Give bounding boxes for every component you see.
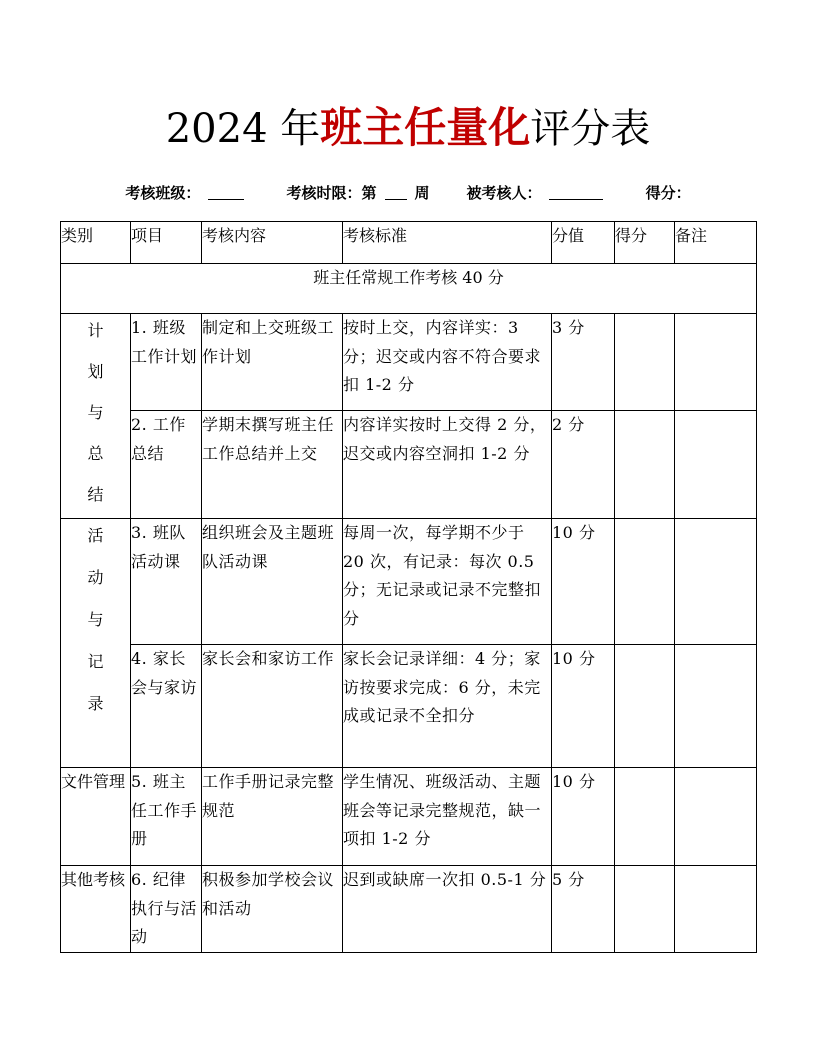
title-highlight: 班主任量化 bbox=[320, 103, 531, 152]
examinee-blank[interactable] bbox=[549, 185, 603, 200]
category-cell: 其他考核 bbox=[61, 866, 131, 953]
category-char: 活 bbox=[87, 526, 104, 545]
title-suffix: 评分表 bbox=[530, 106, 651, 152]
value-cell: 10 分 bbox=[552, 645, 615, 768]
table-row bbox=[61, 519, 757, 645]
header-score: 得分 bbox=[615, 222, 675, 264]
item-cell: 3. 班队活动课 bbox=[131, 519, 202, 645]
score-field bbox=[642, 184, 695, 202]
table-row bbox=[61, 314, 757, 411]
value-cell: 2 分 bbox=[552, 411, 615, 519]
class-label: 考核班级： bbox=[125, 184, 201, 202]
standard-cell: 按时上交，内容详实：3 分；迟交或内容不符合要求扣 1-2 分 bbox=[343, 314, 552, 411]
category-char: 记 bbox=[87, 652, 104, 671]
score-cell[interactable] bbox=[615, 768, 675, 866]
content-cell: 制定和上交班级工作计划 bbox=[202, 314, 343, 411]
category-cell bbox=[61, 314, 131, 519]
table-row bbox=[61, 411, 757, 519]
page-title bbox=[0, 100, 816, 157]
period-field bbox=[283, 184, 434, 202]
table-row bbox=[61, 645, 757, 768]
header-category: 类别 bbox=[61, 222, 131, 264]
value-cell: 10 分 bbox=[552, 519, 615, 645]
standard-cell: 学生情况、班级活动、主题班会等记录完整规范，缺一项扣 1-2 分 bbox=[343, 768, 552, 866]
content-cell: 组织班会及主题班队活动课 bbox=[202, 519, 343, 645]
period-unit: 周 bbox=[414, 184, 430, 202]
header-content: 考核内容 bbox=[202, 222, 343, 264]
item-cell: 5. 班主任工作手册 bbox=[131, 768, 202, 866]
content-cell: 积极参加学校会议和活动 bbox=[202, 866, 343, 953]
content-cell: 工作手册记录完整规范 bbox=[202, 768, 343, 866]
item-cell: 2. 工作总结 bbox=[131, 411, 202, 519]
remark-cell[interactable] bbox=[675, 411, 757, 519]
remark-cell[interactable] bbox=[675, 645, 757, 768]
examinee-field bbox=[462, 184, 607, 202]
category-char: 结 bbox=[87, 485, 104, 504]
category-char: 与 bbox=[87, 403, 104, 422]
category-char: 划 bbox=[87, 362, 104, 381]
class-field bbox=[121, 184, 248, 202]
remark-cell[interactable] bbox=[675, 768, 757, 866]
evaluation-table bbox=[60, 221, 757, 953]
header-remark: 备注 bbox=[675, 222, 757, 264]
score-cell[interactable] bbox=[615, 866, 675, 953]
category-char: 计 bbox=[87, 321, 104, 340]
content-cell: 家长会和家访工作 bbox=[202, 645, 343, 768]
standard-cell: 迟到或缺席一次扣 0.5-1 分 bbox=[343, 866, 552, 953]
header-item: 项目 bbox=[131, 222, 202, 264]
period-blank[interactable] bbox=[385, 185, 407, 200]
period-label: 考核时限：第 bbox=[286, 184, 377, 202]
item-cell: 6. 纪律执行与活动 bbox=[131, 866, 202, 953]
table-row bbox=[61, 866, 757, 953]
examinee-label: 被考核人： bbox=[466, 184, 542, 202]
standard-cell: 家长会记录详细：4 分；家访按要求完成：6 分，未完成或记录不全扣分 bbox=[343, 645, 552, 768]
header-value: 分值 bbox=[552, 222, 615, 264]
standard-cell: 内容详实按时上交得 2 分，迟交或内容空洞扣 1-2 分 bbox=[343, 411, 552, 519]
category-char: 总 bbox=[87, 444, 104, 463]
title-prefix: 2024 年 bbox=[165, 106, 321, 152]
remark-cell[interactable] bbox=[675, 519, 757, 645]
score-label: 得分： bbox=[645, 184, 691, 202]
header-standard: 考核标准 bbox=[343, 222, 552, 264]
score-cell[interactable] bbox=[615, 314, 675, 411]
category-char: 录 bbox=[87, 694, 104, 713]
item-cell: 1. 班级工作计划 bbox=[131, 314, 202, 411]
category-char: 动 bbox=[87, 568, 104, 587]
score-cell[interactable] bbox=[615, 645, 675, 768]
form-meta-line bbox=[0, 182, 816, 203]
standard-cell: 每周一次，每学期不少于 20 次，有记录：每次 0.5 分；无记录或记录不完整扣分 bbox=[343, 519, 552, 645]
content-cell: 学期末撰写班主任工作总结并上交 bbox=[202, 411, 343, 519]
class-blank[interactable] bbox=[208, 185, 244, 200]
value-cell: 5 分 bbox=[552, 866, 615, 953]
section-row bbox=[61, 264, 757, 314]
value-cell: 3 分 bbox=[552, 314, 615, 411]
category-cell bbox=[61, 519, 131, 768]
remark-cell[interactable] bbox=[675, 866, 757, 953]
table-row bbox=[61, 768, 757, 866]
score-cell[interactable] bbox=[615, 411, 675, 519]
value-cell: 10 分 bbox=[552, 768, 615, 866]
item-cell: 4. 家长会与家访 bbox=[131, 645, 202, 768]
category-char: 与 bbox=[87, 610, 104, 629]
section-title: 班主任常规工作考核 40 分 bbox=[61, 264, 757, 314]
score-cell[interactable] bbox=[615, 519, 675, 645]
remark-cell[interactable] bbox=[675, 314, 757, 411]
category-cell: 文件管理 bbox=[61, 768, 131, 866]
header-row bbox=[61, 222, 757, 264]
